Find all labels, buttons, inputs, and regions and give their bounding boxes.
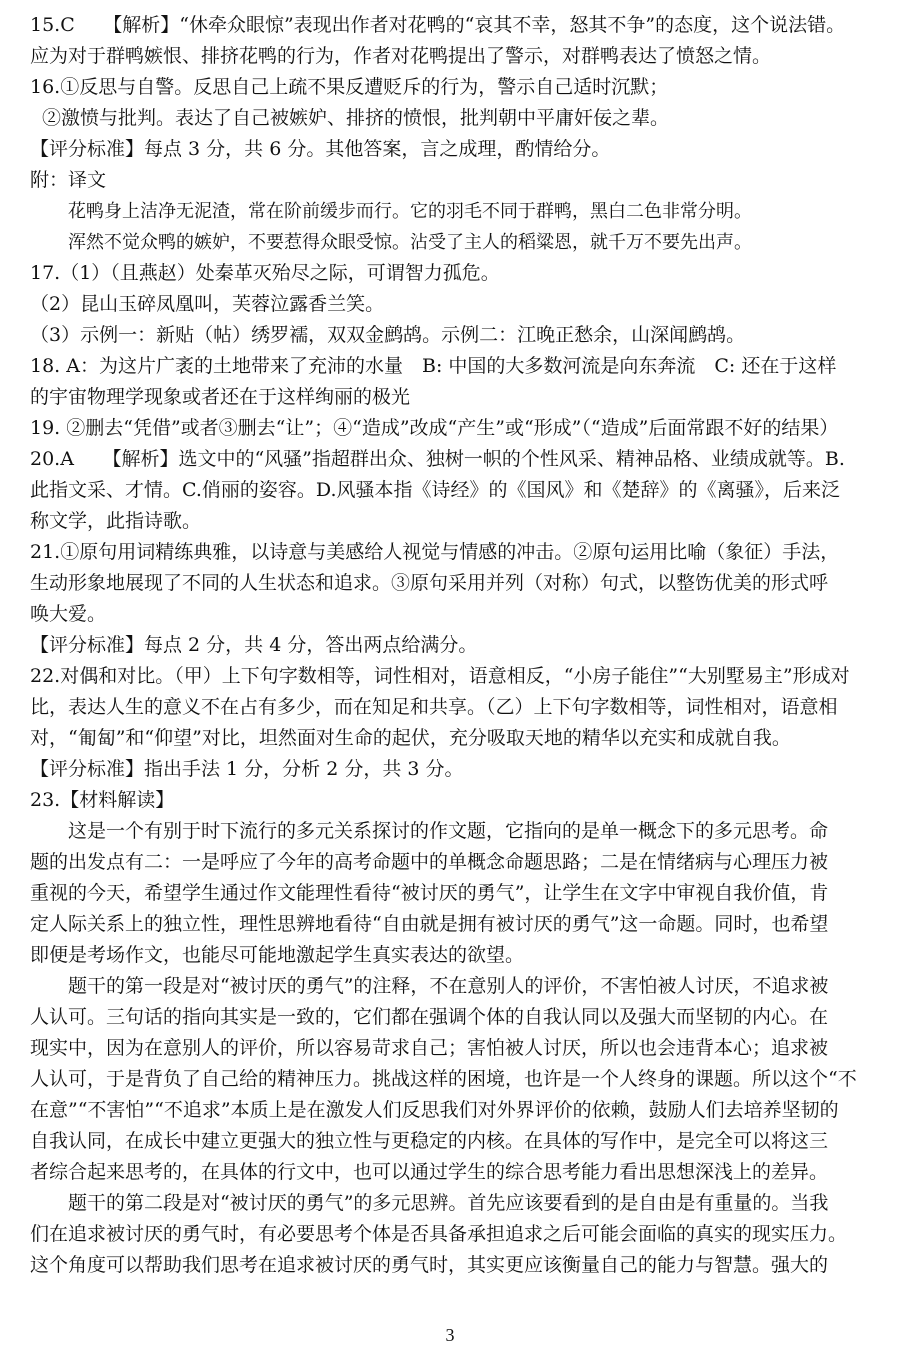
text-line: 重视的今天，希望学生通过作文能理性看待“被讨厌的勇气”，让学生在文字中审视自我价值，肯: [30, 882, 829, 904]
text-line: 16.①反思与自警。反思自己上疏不果反遭贬斥的行为，警示自己适时沉默；: [30, 76, 669, 98]
text-line: 19. ②删去“凭借”或者③删去“让”；④“造成”改成“产生”或“形成”（“造成”后面常跟不好的结果）: [30, 417, 839, 439]
text-line: （3）示例一：新贴（帖）绣罗襦，双双金鹧鸪。示例二：江晚正愁余，山深闻鹧鸪。: [30, 324, 746, 346]
text-line: 者综合起来思考的，在具体的行文中，也可以通过学生的综合思考能力看出思想深浅上的差异。: [30, 1161, 829, 1183]
page-number: 3: [445, 1325, 455, 1345]
text-line: 定人际关系上的独立性，理性思辨地看待“自由就是拥有被讨厌的勇气”这一命题。同时，也希望: [30, 913, 829, 935]
text-line: 的宇宙物理学现象或者还在于这样绚丽的极光: [30, 386, 411, 408]
text-line: 唤大爱。: [30, 603, 107, 625]
text-line: 生动形象地展现了不同的人生状态和追求。③原句采用并列（对称）句式，以整饬优美的形式呼: [30, 572, 829, 594]
text-line: 即便是考场作文，也能尽可能地激起学生真实表达的欲望。: [30, 944, 525, 966]
text-line: 人认可，于是背负了自己给的精神压力。挑战这样的困境，也许是一个人终身的课题。所以这个“不: [30, 1068, 857, 1090]
text-line: 比，表达人生的意义不在占有多少，而在知足和共享。（乙）上下句字数相等，词性相对，语意相: [30, 696, 838, 718]
text-line: 对，“匍匐”和“仰望”对比，坦然面对生命的起伏，充分吸取天地的精华以充实和成就自我。: [30, 727, 791, 749]
text-line: 应为对于群鸭嫉恨、排挤花鸭的行为，作者对花鸭提出了警示，对群鸭表达了愤怒之情。: [30, 45, 772, 67]
text-line: 自我认同，在成长中建立更强大的独立性与更稳定的内核。在具体的写作中，是完全可以将这三: [30, 1130, 829, 1152]
text-line: 20.A 【解析】选文中的“风骚”指超群出众、独树一帜的个性风采、精神品格、业绩成就等。B.: [30, 448, 845, 470]
text-line: 18. A：为这片广袤的土地带来了充沛的水量 B: 中国的大多数河流是向东奔流 C: 还在于这样: [30, 355, 837, 377]
text-line: 题干的第二段是对“被讨厌的勇气”的多元思辨。首先应该要看到的是自由是有重量的。当我: [68, 1192, 829, 1214]
text-line: 这个角度可以帮助我们思考在追求被讨厌的勇气时，其实更应该衡量自己的能力与智慧。强大的: [30, 1254, 829, 1276]
text-line: 23.【材料解读】: [30, 789, 175, 811]
text-line: 22.对偶和对比。（甲）上下句字数相等，词性相对，语意相反，“小房子能住”“大别墅易主”形成对: [30, 665, 850, 687]
text-line: 21.①原句用词精练典雅，以诗意与美感给人视觉与情感的冲击。②原句运用比喻（象征）手法，: [30, 541, 840, 563]
text-line: 题的出发点有二：一是呼应了今年的高考命题中的单概念命题思路；二是在情绪病与心理压力被: [30, 851, 829, 873]
text-line: 在意”“不害怕”“不追求”本质上是在激发人们反思我们对外界评价的依赖，鼓励人们去培养坚韧的: [30, 1099, 839, 1121]
text-line: 人认可。三句话的指向其实是一致的，它们都在强调个体的自我认同以及强大而坚韧的内心。在: [30, 1006, 829, 1028]
text-line: 15.C 【解析】“休牵众眼惊”表现出作者对花鸭的“哀其不幸，怒其不争”的态度，这个说法错。: [30, 14, 846, 36]
text-line: 现实中，因为在意别人的评价，所以容易苛求自己；害怕被人讨厌，所以也会违背本心；追求被: [30, 1037, 829, 1059]
text-line: 【评分标准】每点 2 分，共 4 分，答出两点给满分。: [30, 634, 478, 656]
text-line: 们在追求被讨厌的勇气时，有必要思考个体是否具备承担追求之后可能会面临的真实的现实压力。: [30, 1223, 848, 1245]
text-line: 17.（1）（且燕赵）处秦革灭殆尽之际，可谓智力孤危。: [30, 262, 500, 284]
text-line: 附：译文: [30, 169, 107, 191]
answer-text-body: [30, 10, 880, 1281]
text-line: （2）昆山玉碎凤凰叫，芙蓉泣露香兰笑。: [30, 293, 385, 315]
text-line: 称文学，此指诗歌。: [30, 510, 202, 532]
text-line: 【评分标准】每点 3 分，共 6 分。其他答案，言之成理，酌情给分。: [30, 138, 611, 160]
text-line: 此指文采、才情。C.俏丽的姿容。D.风骚本指《诗经》的《国风》和《楚辞》的《离骚》，后来泛: [30, 479, 840, 501]
text-line: 花鸭身上洁净无泥渣，常在阶前缓步而行。它的羽毛不同于群鸭，黑白二色非常分明。: [68, 201, 752, 222]
text-line: ②激愤与批判。表达了自己被嫉妒、排挤的愤恨，批判朝中平庸奸佞之辈。: [42, 107, 670, 129]
text-line: 浑然不觉众鸭的嫉妒，不要惹得众眼受惊。沾受了主人的稻粱恩，就千万不要先出声。: [68, 232, 752, 253]
text-line: 【评分标准】指出手法 1 分，分析 2 分，共 3 分。: [30, 758, 464, 780]
text-line: 这是一个有别于时下流行的多元关系探讨的作文题，它指向的是单一概念下的多元思考。命: [68, 820, 829, 842]
text-line: 题干的第一段是对“被讨厌的勇气”的注释，不在意别人的评价，不害怕被人讨厌，不追求被: [68, 975, 829, 997]
